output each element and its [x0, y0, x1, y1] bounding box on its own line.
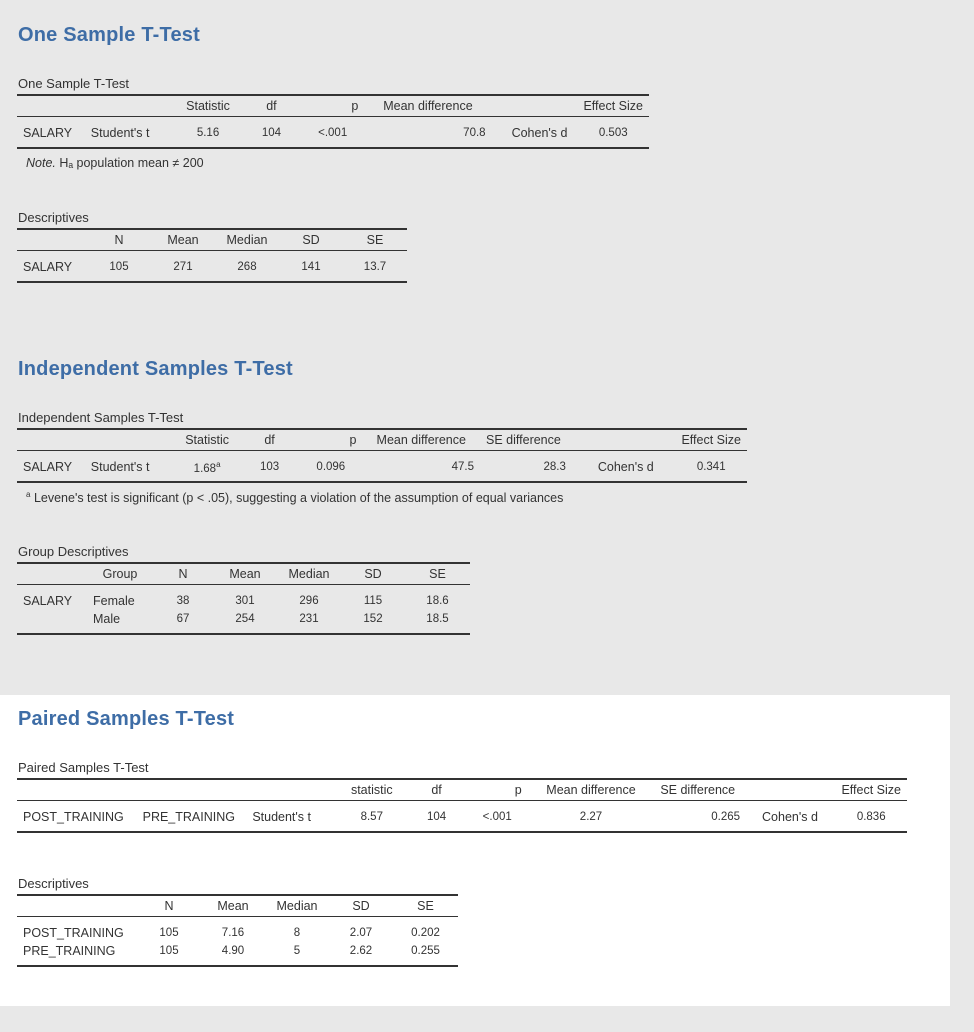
footnote-marker: a: [26, 490, 31, 499]
table-cell: 70.8: [364, 117, 491, 149]
table-cell: SALARY: [17, 117, 85, 149]
table-row: [17, 942, 458, 966]
table-cell: Student's t: [85, 451, 174, 483]
table-row: [17, 801, 907, 833]
table-cell: 0.202: [411, 927, 440, 939]
column-header: [17, 895, 137, 917]
table-row: [17, 117, 649, 149]
table-cell: 104: [242, 117, 301, 149]
table-cell: SALARY: [17, 451, 85, 483]
table-cell: 105: [87, 251, 151, 283]
column-header: [17, 429, 85, 451]
column-header: Effect Size: [675, 429, 747, 451]
table-cell: 0.503: [577, 117, 649, 149]
table-cell: 0.836: [835, 801, 907, 833]
table-cell: 301: [235, 595, 255, 607]
column-header: N: [153, 563, 213, 585]
descriptives-caption: Descriptives: [18, 210, 89, 225]
table-header-row: [17, 429, 747, 451]
table-cell: 7.16: [221, 927, 245, 939]
column-header: [85, 95, 174, 117]
column-header: SE difference: [480, 429, 572, 451]
table-header-row: [17, 895, 458, 917]
table-cell: 8.57: [337, 801, 406, 833]
table-cell: 104: [406, 801, 466, 833]
column-header: Mean: [213, 563, 277, 585]
column-header: [85, 429, 174, 451]
table-cell: Cohen's d: [572, 451, 676, 483]
column-header: Effect Size: [577, 95, 649, 117]
table-cell: 67: [153, 610, 213, 634]
column-header: statistic: [337, 779, 406, 801]
column-header: df: [406, 779, 466, 801]
table-row: [17, 251, 407, 283]
table-cell: 0.265: [654, 801, 746, 833]
table-cell: PRE_TRAINING: [137, 801, 247, 833]
column-header: p: [301, 95, 364, 117]
table-cell: 152: [341, 610, 405, 634]
column-header: [746, 779, 835, 801]
one-sample-table-caption: One Sample T-Test: [18, 76, 130, 91]
table-cell: SALARY: [23, 594, 73, 608]
table-cell: <.001: [301, 117, 364, 149]
table-cell: 5: [265, 942, 329, 966]
column-header: [492, 95, 578, 117]
column-header: [137, 779, 247, 801]
column-header: df: [242, 95, 301, 117]
independent-samples-table-caption: Independent Samples T-Test: [18, 410, 184, 425]
table-cell: 296: [299, 595, 319, 607]
paired-descriptives-caption: Descriptives: [18, 876, 89, 891]
column-header: SE: [393, 895, 458, 917]
table-cell: Cohen's d: [746, 801, 835, 833]
table-cell: 38: [176, 595, 190, 607]
one-sample-table[interactable]: [17, 94, 649, 149]
paired-descriptives-table[interactable]: [17, 894, 458, 967]
table-cell: [174, 451, 240, 483]
table-header-row: [17, 229, 407, 251]
column-header: Mean: [201, 895, 265, 917]
table-cell: 47.5: [362, 451, 480, 483]
table-cell: 0.341: [675, 451, 747, 483]
column-header: p: [299, 429, 362, 451]
column-header: Median: [265, 895, 329, 917]
table-cell: 18.5: [405, 610, 470, 634]
paired-samples-table[interactable]: [17, 778, 907, 833]
table-header-row: [17, 95, 649, 117]
table-cell: <.001: [467, 801, 528, 833]
table-note: [26, 156, 204, 170]
column-header: [572, 429, 676, 451]
column-header: SD: [279, 229, 343, 251]
table-cell: 0.096: [299, 451, 362, 483]
table-cell: 105: [159, 927, 179, 939]
column-header: Group: [87, 563, 153, 585]
table-header-row: [17, 563, 470, 585]
column-header: Mean: [151, 229, 215, 251]
table-cell: 4.90: [201, 942, 265, 966]
column-header: N: [87, 229, 151, 251]
column-header: Statistic: [174, 429, 240, 451]
column-header: SE: [343, 229, 407, 251]
paired-samples-heading[interactable]: Paired Samples T-Test: [18, 708, 235, 730]
column-header: [17, 779, 137, 801]
column-header: [17, 563, 87, 585]
footnote-marker: a: [216, 459, 221, 469]
table-row: [17, 917, 458, 943]
table-cell: 5.16: [174, 117, 242, 149]
column-header: [17, 229, 87, 251]
table-cell: 0.255: [393, 942, 458, 966]
column-header: SE difference: [654, 779, 746, 801]
table-cell: 8: [293, 927, 301, 939]
table-cell: 105: [137, 942, 201, 966]
column-header: df: [240, 429, 299, 451]
table-cell: POST_TRAINING: [17, 801, 137, 833]
column-header: [246, 779, 337, 801]
independent-samples-table[interactable]: [17, 428, 747, 483]
table-cell: 141: [279, 251, 343, 283]
table-cell: 13.7: [343, 251, 407, 283]
note-label: Note.: [26, 156, 56, 170]
column-header: Median: [277, 563, 341, 585]
column-header: [17, 95, 85, 117]
column-header: SD: [329, 895, 393, 917]
table-cell: Student's t: [246, 801, 337, 833]
column-header: Effect Size: [835, 779, 907, 801]
table-cell: 2.62: [329, 942, 393, 966]
table-cell: 103: [240, 451, 299, 483]
group-descriptives-caption: Group Descriptives: [18, 544, 129, 559]
table-cell: 115: [363, 595, 383, 607]
table-cell: 268: [215, 251, 279, 283]
footnote-text: Levene's test is significant (p < .05), suggesting a violation of the assumption of equal variances: [33, 491, 564, 506]
one-sample-heading[interactable]: One Sample T-Test: [18, 24, 200, 46]
table-cell: 231: [277, 610, 341, 634]
table-row: [17, 610, 470, 634]
table-cell: SALARY: [17, 251, 87, 283]
column-header: Mean difference: [364, 95, 491, 117]
column-header: Mean difference: [528, 779, 655, 801]
table-footnote: [26, 490, 563, 505]
independent-samples-heading[interactable]: Independent Samples T-Test: [18, 358, 293, 380]
table-cell: Male: [87, 610, 153, 634]
statistic-value: 1.68: [193, 462, 217, 475]
table-cell: 2.07: [349, 927, 373, 939]
table-cell: PRE_TRAINING: [17, 942, 137, 966]
table-cell: Female: [93, 594, 135, 608]
table-cell: POST_TRAINING: [23, 926, 124, 940]
descriptives-table[interactable]: [17, 228, 407, 283]
note-text: Hₐ population mean ≠ 200: [59, 156, 204, 170]
table-cell: Cohen's d: [492, 117, 578, 149]
column-header: Median: [215, 229, 279, 251]
column-header: SD: [341, 563, 405, 585]
column-header: p: [467, 779, 528, 801]
table-cell: 28.3: [480, 451, 572, 483]
table-cell: 254: [213, 610, 277, 634]
column-header: SE: [405, 563, 470, 585]
column-header: N: [137, 895, 201, 917]
table-header-row: [17, 779, 907, 801]
table-cell: 271: [151, 251, 215, 283]
column-header: Statistic: [174, 95, 242, 117]
paired-samples-table-caption: Paired Samples T-Test: [18, 760, 149, 775]
table-cell: Student's t: [85, 117, 174, 149]
group-descriptives-table[interactable]: [17, 562, 470, 635]
table-cell: 2.27: [528, 801, 655, 833]
table-row: [17, 451, 747, 483]
table-row: [17, 585, 470, 611]
table-cell: 18.6: [426, 595, 449, 607]
table-cell: [17, 610, 87, 634]
column-header: Mean difference: [362, 429, 480, 451]
